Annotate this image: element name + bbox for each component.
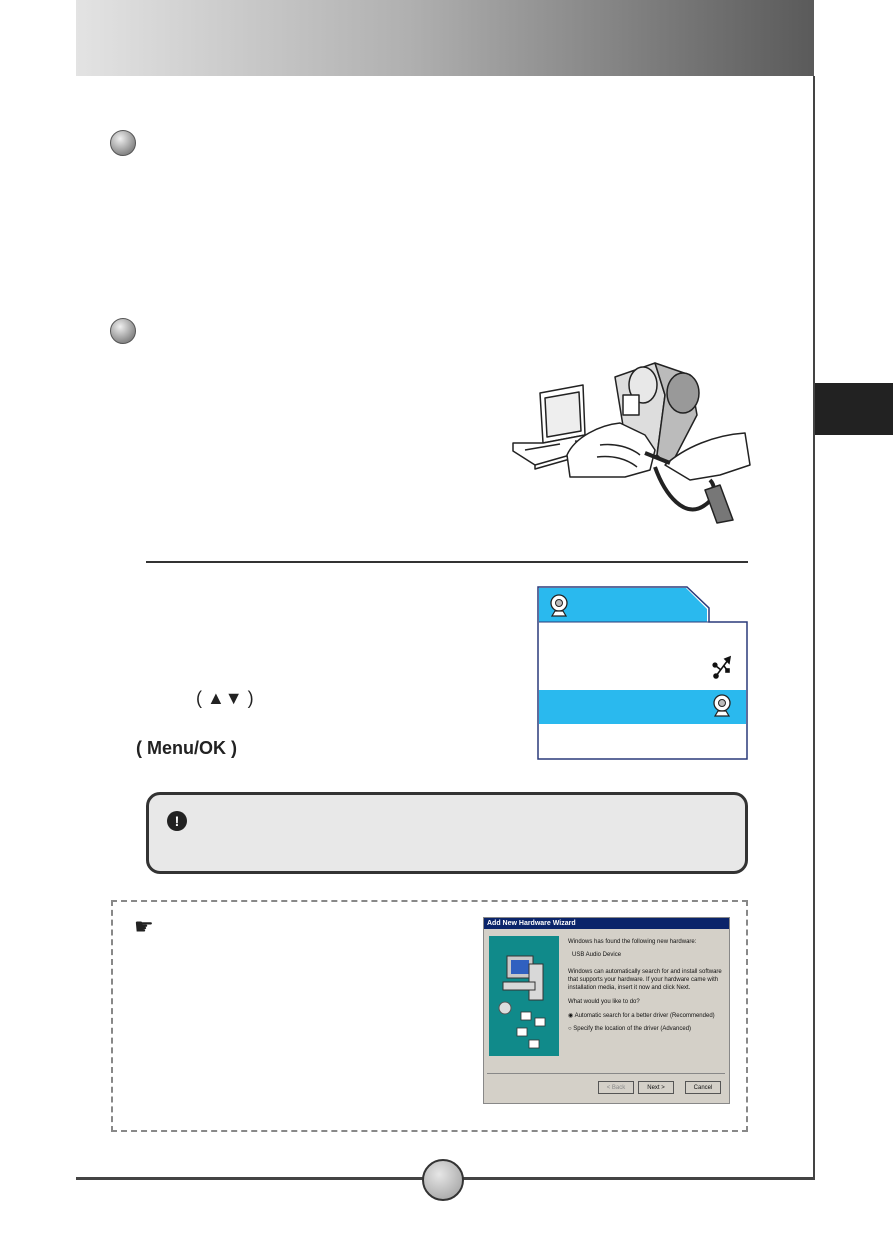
warning-box xyxy=(146,792,748,874)
computer-disc-icon xyxy=(489,936,559,1056)
wizard-back-button[interactable]: < Back xyxy=(598,1081,634,1094)
right-margin-rule xyxy=(813,76,815,1180)
wizard-search-line-2: that supports your hardware. If your hardware came with xyxy=(568,977,719,983)
wizard-cancel-button[interactable]: Cancel xyxy=(685,1081,721,1094)
webcam-selected-icon xyxy=(714,695,730,716)
add-hardware-wizard-dialog xyxy=(483,917,730,1104)
wizard-title: Add New Hardware Wizard xyxy=(484,918,729,929)
wizard-found-text: Windows has found the following new hardware: xyxy=(568,939,697,945)
chapter-tab xyxy=(815,383,893,435)
wizard-search-line-3: installation media, insert it now and click Next. xyxy=(568,985,691,991)
updown-button-reference xyxy=(196,688,254,709)
menu-ok-label: ( Menu/OK ) xyxy=(136,738,237,758)
page-number-circle xyxy=(422,1159,464,1201)
wizard-option-auto-label: Automatic search for a better driver (Recommended) xyxy=(574,1013,715,1019)
section-bullet-1 xyxy=(110,130,136,156)
wizard-device-name: USB Audio Device xyxy=(572,952,622,958)
updown-label: ( ▲▼ ) xyxy=(196,688,254,708)
section-divider xyxy=(146,561,748,563)
wizard-search-line-1: Windows can automatically search for and install software xyxy=(568,969,722,975)
section-bullet-2 xyxy=(110,318,136,344)
wizard-option-specify-label: Specify the location of the driver (Advanced) xyxy=(573,1026,692,1032)
header-bar xyxy=(76,0,814,76)
wizard-side-panel xyxy=(489,936,559,1056)
wizard-next-button[interactable]: Next > xyxy=(638,1081,674,1094)
exclamation-icon: ! xyxy=(167,811,187,831)
wizard-option-specify[interactable] xyxy=(568,1026,691,1032)
radio-unselected-icon[interactable]: ○ xyxy=(568,1026,572,1032)
webcam-icon xyxy=(551,595,567,616)
wizard-question: What would you like to do? xyxy=(568,999,640,1005)
camera-laptop-connection-illustration xyxy=(505,355,755,530)
radio-selected-icon[interactable]: ◉ xyxy=(568,1013,574,1019)
lcd-usb-menu-illustration xyxy=(537,586,748,760)
wizard-separator xyxy=(487,1073,725,1074)
wizard-option-auto[interactable] xyxy=(568,1012,715,1019)
pointing-hand-icon: ☛ xyxy=(134,914,154,939)
menu-ok-button-reference xyxy=(136,738,237,759)
